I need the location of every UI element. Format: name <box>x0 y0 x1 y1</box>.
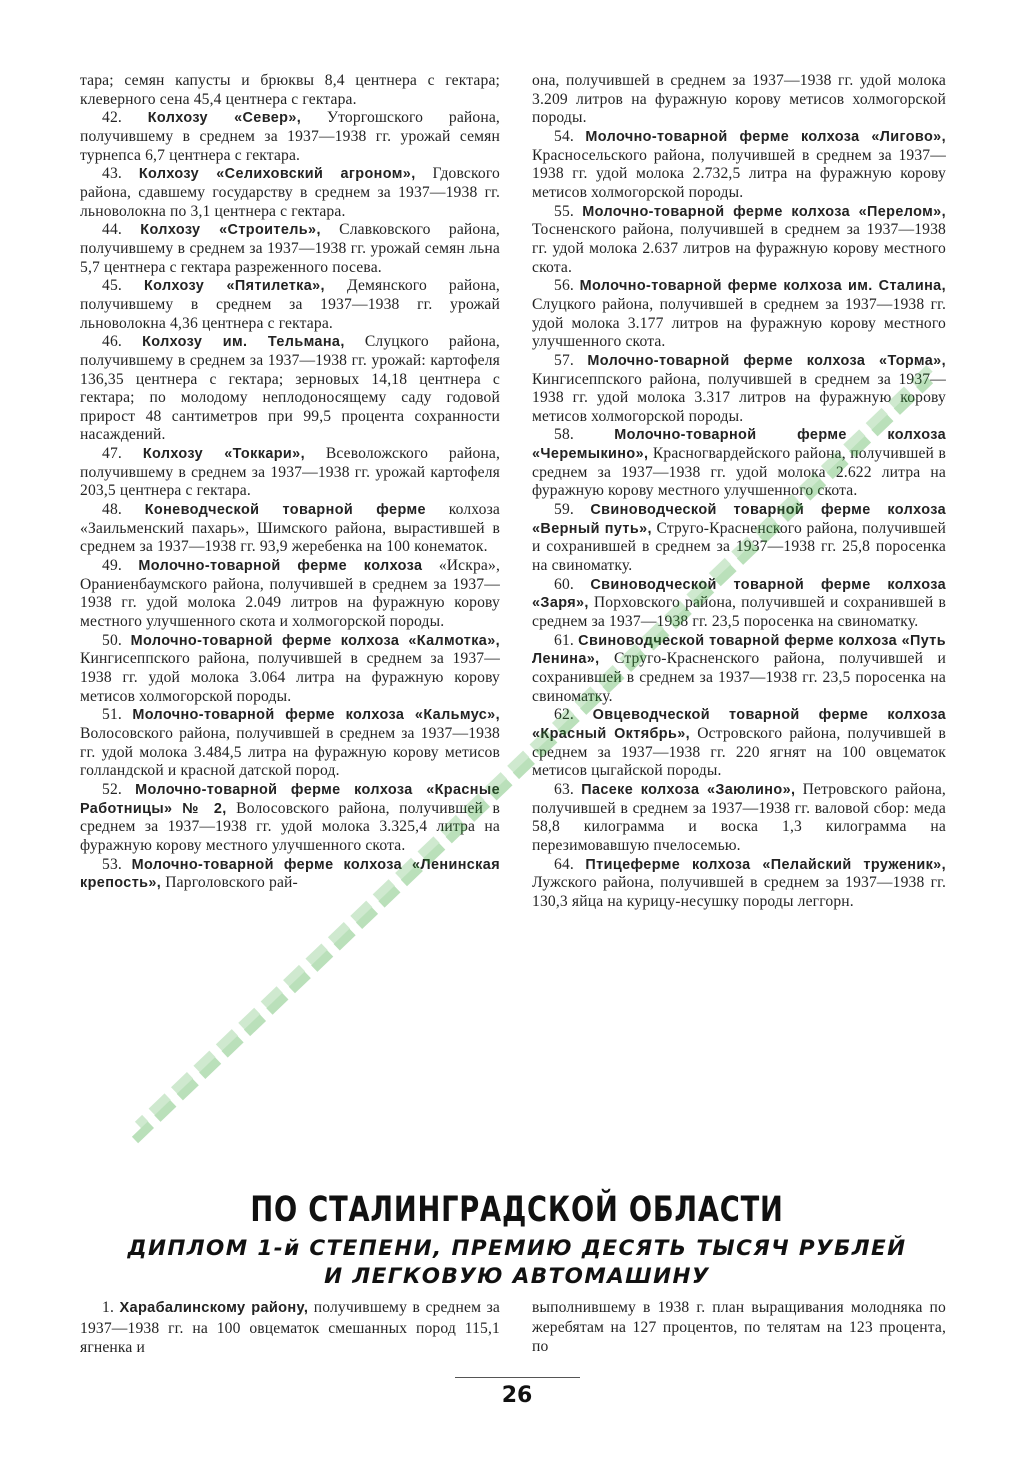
entry-title: Молочно-товарной ферме колхоза <box>138 558 423 575</box>
entry-text: она, получившей в среднем за 1937—1938 гг. удой молока 3.209 литров на фуражную корову метисов холмогорской породы. <box>532 72 946 127</box>
entry-title: Молочно-товарной ферме колхоза «Лигово», <box>585 128 946 145</box>
list-item <box>80 557 500 632</box>
entry-title: Свиноводческой товарной ферме колхоза «Верный путь», <box>532 502 946 537</box>
list-item <box>532 426 946 501</box>
entry-title: Молочно-товарной ферме колхоза «Кальмус», <box>132 707 500 724</box>
list-item <box>532 632 946 707</box>
entry-title: Колхозу «Токкари», <box>142 446 305 463</box>
footer-divider <box>455 1377 580 1378</box>
entry-number: 54. <box>554 127 574 145</box>
entry-text: Красносельского района, получившей в среднем за 1937—1938 гг. удой молока 2.732,5 литра на фуражную корову метисов холмогорской породы. <box>532 146 946 201</box>
list-item <box>532 781 946 856</box>
entry-text: Красногвардейского района, получившей в среднем за 1937—1938 гг. удой молока 2.622 литра на фуражную корову местного улучшенного скота. <box>532 445 946 500</box>
entry-title: Пасеке колхоза «Заюлино», <box>581 781 796 798</box>
entry-text: Струго-Красненского района, получившей и сохранившей в среднем за 1937—1938 гг. 23,5 поросенка на свиноматку. <box>532 650 946 705</box>
list-item <box>532 203 946 278</box>
entry-text: «Искра», Ораниенбаумского района, получившей в среднем за 1937—1938 гг. удой молока 2.049 литров на фуражную корову местного улучшенного скота и холмогорской породы. <box>80 557 500 631</box>
entry-title: Птицеферме колхоза «Пелайский труженик», <box>585 856 946 873</box>
entry-text: получившему в среднем за 1937—1938 гг. на 100 овцематок смешанных пород 115,1 ягненка и <box>80 1299 500 1357</box>
entry-number: 45. <box>102 277 122 295</box>
entry-number: 48. <box>102 501 122 519</box>
entry-number: 64. <box>554 855 574 873</box>
entry-number: 58. <box>554 426 574 444</box>
bottom-left-column <box>80 1298 500 1358</box>
entry-number: 51. <box>102 706 122 724</box>
list-item <box>80 333 500 445</box>
left-column <box>80 72 500 893</box>
entry-title: Молочно-товарной ферме колхоза «Черемыкино», <box>532 427 946 463</box>
list-item <box>80 221 500 277</box>
entry-title: Молочно-товарной ферме колхоза «Торма», <box>587 352 946 369</box>
entry-title: Колхозу «Пятилетка», <box>143 278 325 295</box>
list-item <box>80 632 500 707</box>
entry-number: 55. <box>554 202 574 220</box>
entry-number: 61. <box>554 631 574 649</box>
list-item <box>532 706 946 781</box>
entry-number: 62. <box>554 706 574 724</box>
list-item <box>80 706 500 781</box>
entry-number: 1. <box>102 1299 114 1316</box>
entry-text: Тосненского района, получившей в среднем за 1937—1938 гг. удой молока 2.637 литров на фуражную корову местного скота. <box>532 221 946 276</box>
entry-title: Колхозу «Селиховский агроном», <box>138 166 416 183</box>
list-item <box>532 856 946 912</box>
entry-text: Уторгошского района, получившему в среднем за 1937—1938 гг. урожай семян турнепса 6,7 центнера с гектара. <box>80 109 500 164</box>
list-item <box>532 72 946 128</box>
list-item <box>532 128 946 203</box>
entry-text: Волосовского района, получившей в среднем за 1937—1938 гг. удой молока 3.325,4 литра на фуражную корову местного улучшенного скота. <box>80 799 500 854</box>
entry-text: Кингисеппского района, получившей в среднем за 1937—1938 гг. удой молока 3.064 литра на фуражную корову метисов холмогорской породы. <box>80 650 500 705</box>
entry-text: Островского района, получившей в среднем за 1937—1938 гг. 220 ягнят на 100 овцематок метисов цыгайской породы. <box>532 724 946 780</box>
entry-number: 60. <box>554 575 574 593</box>
entry-text: Всеволожского района, получившему в среднем за 1937—1938 гг. урожай картофеля 203,5 центнера с гектара. <box>80 445 500 500</box>
entry-text: Славковского района, получившему в среднем за 1937—1938 гг. урожай семян льна 5,7 центнера с гектара разреженного посева. <box>80 221 500 276</box>
list-item <box>80 856 500 893</box>
entry-number: 56. <box>554 277 574 295</box>
entry-title: Свиноводческой товарной ферме колхоза «Заря», <box>532 576 946 612</box>
entry-number: 49. <box>102 557 122 575</box>
list-item <box>532 352 946 427</box>
entry-title: Молочно-товарной ферме колхоза «Перелом», <box>582 203 946 220</box>
entry-number: 47. <box>102 445 122 463</box>
entry-text: Парголовского рай- <box>165 874 298 892</box>
entry-text: Кингисеппского района, получившей в среднем за 1937—1938 гг. удой молока 3.317 литров на фуражную корову метисов холмогорской породы. <box>532 370 946 425</box>
region-heading: ПО СТАЛИНГРАДСКОЙ ОБЛАСТИ <box>250 1190 784 1230</box>
award-heading <box>60 1235 974 1291</box>
award-heading-line: И ЛЕГКОВУЮ АВТОМАШИНУ <box>324 1264 710 1289</box>
entry-number: 59. <box>554 501 574 519</box>
list-item <box>80 501 500 557</box>
entry-text: Волосовского района, получившей в среднем за 1937—1938 гг. удой молока 3.484,5 литра на фуражную корову метисов голландской и красной датской пород. <box>80 724 500 780</box>
entry-text: Демянского района, получившему в среднем за 1937—1938 гг. урожай льноволокна 4,36 центнера с гектара. <box>80 277 500 332</box>
entry-number: 44. <box>102 221 122 239</box>
entry-number: 50. <box>102 631 122 649</box>
list-item <box>80 165 500 221</box>
list-item <box>532 501 946 576</box>
right-column <box>532 72 946 912</box>
entry-number: 52. <box>102 780 122 798</box>
entry-title: Коневодческой товарной ферме <box>144 502 426 519</box>
list-item <box>532 277 946 352</box>
entry-text: Лужского района, получившей в среднем за 1937—1938 гг. 130,3 яйца на курицу-несушку породы леггорн. <box>532 874 946 910</box>
list-item <box>80 781 500 856</box>
entry-text: Слуцкого района, получившему в среднем за 1937—1938 гг. урожай: картофеля 136,35 центнера с гектара; зерновых 14,18 центнера с гектара; по молодому неплодоносящему саду годовой прирост 48 сантиметров при 99,5 процента сохранности насаждений. <box>80 333 500 444</box>
list-item <box>80 72 500 109</box>
entry-title: Свиноводческой товарной ферме колхоза «Путь Ленина», <box>532 632 946 668</box>
entry-text: тара; семян капусты и брюквы 8,4 центнера с гектара; клеверного сена 45,4 центнера с гектара. <box>80 72 500 108</box>
list-item <box>80 109 500 165</box>
entry-title: Молочно-товарной ферме колхоза «Красные Работницы» № 2, <box>80 781 500 817</box>
list-item <box>80 445 500 501</box>
entry-number: 42. <box>102 109 122 127</box>
list-item <box>532 576 946 632</box>
award-heading-line: ДИПЛОМ 1-й СТЕПЕНИ, ПРЕМИЮ ДЕСЯТЬ ТЫСЯЧ РУБЛЕЙ <box>127 1236 907 1261</box>
page-number: 26 <box>501 1383 533 1408</box>
entry-text: Петровского района, получившей в среднем за 1937—1938 гг. валовой сбор: меда 58,8 килограмма и воска 1,3 килограмма на перезимовавшую пчелосемью. <box>532 780 946 854</box>
entry-title: Молочно-товарной ферме колхоза «Ленинская крепость», <box>80 856 500 892</box>
entry-title: Колхозу «Север», <box>147 110 302 127</box>
entry-number: 63. <box>554 780 574 798</box>
entry-number: 46. <box>102 333 122 351</box>
bottom-right-column <box>532 1298 946 1357</box>
entry-title: Молочно-товарной ферме колхоза «Калмотка», <box>130 632 500 649</box>
entry-title: Колхозу им. Тельмана, <box>142 334 345 351</box>
entry-number: 43. <box>102 165 122 183</box>
entry-text: Струго-Красненского района, получившей и сохранившей в среднем за 1937—1938 гг. 25,8 поросенка на свиноматку. <box>532 519 946 575</box>
entry-text: колхоза «Заильменский пахарь», Шимского района, вырастившей в среднем за 1937—1938 гг. 93,9 жеребенка на 100 конематок. <box>80 501 500 556</box>
entry-title: Колхозу «Строитель», <box>140 222 321 239</box>
list-item <box>80 277 500 333</box>
entry-text: Порховского района, получившей и сохранившей в среднем за 1937—1938 гг. 23,5 поросенка на свиноматку. <box>532 594 946 631</box>
entry-text: Слуцкого района, получившей в среднем за 1937—1938 гг. удой молока 3.177 литров на фуражную корову местного улучшенного скота. <box>532 295 946 351</box>
entry-number: 57. <box>554 351 574 369</box>
entry-title: Молочно-товарной ферме колхоза им. Сталина, <box>579 278 946 295</box>
list-item-continuation <box>532 1298 946 1357</box>
list-item <box>80 1298 500 1358</box>
entry-title: Харабалинскому району, <box>119 1300 309 1316</box>
entry-title: Овцеводческой товарной ферме колхоза «Красный Октябрь», <box>532 707 946 742</box>
entry-number: 53. <box>102 855 122 873</box>
entry-text: Гдовского района, сдавшему государству в среднем за 1937—1938 гг. льноволокна по 3,1 центнера с гектара. <box>80 165 500 220</box>
entry-text: выполнившему в 1938 г. план выращивания молодняка по жеребятам на 127 процентов, по телятам на 123 процента, по <box>532 1299 946 1356</box>
